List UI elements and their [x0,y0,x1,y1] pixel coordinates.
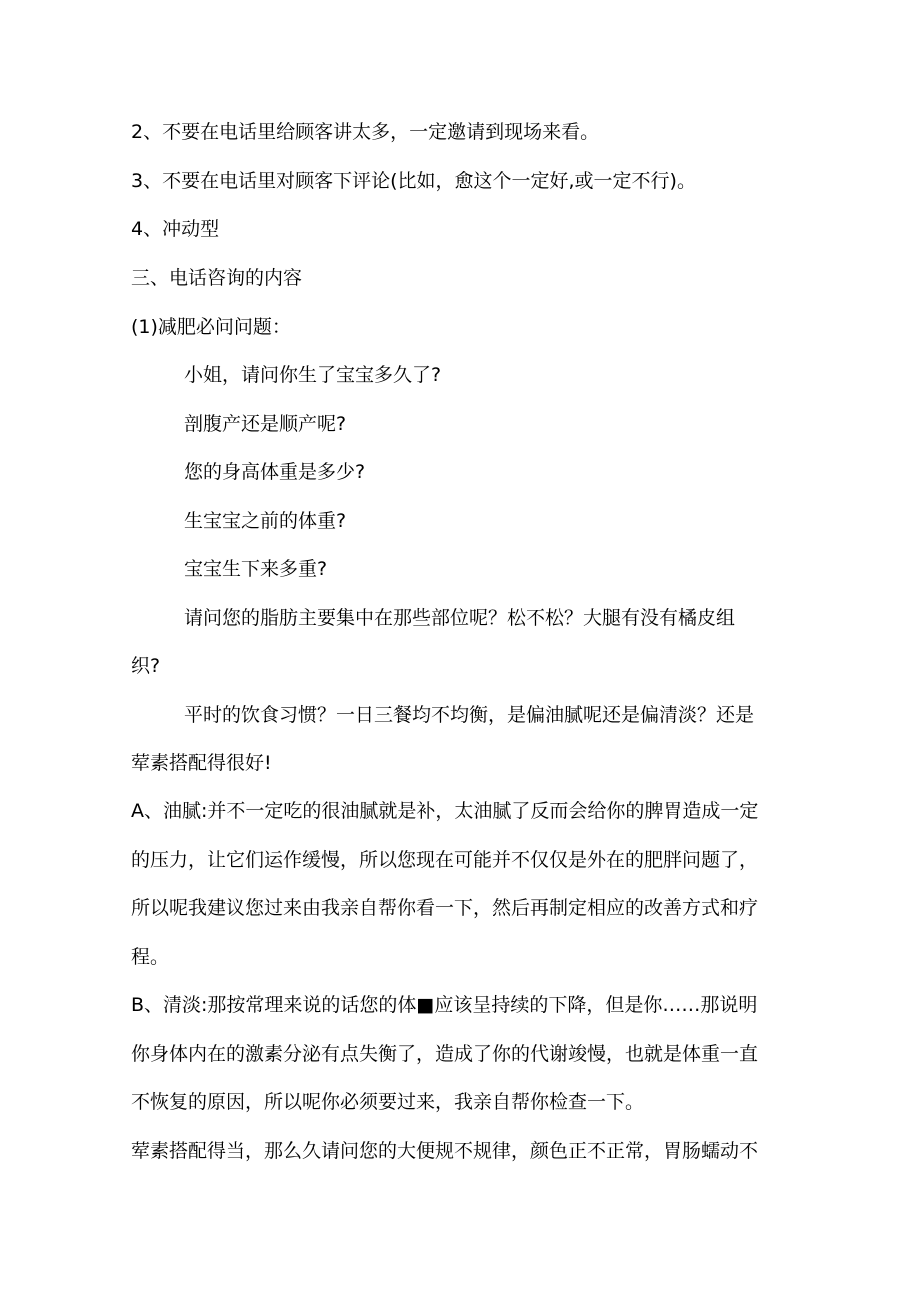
answer-a-line-2: 的压力，让它们运作缓慢，所以您现在可能并不仅仅是外在的肥胖问题了， [131,849,759,871]
question-3: 您的身高体重是多少? [184,461,366,483]
question-6-line-1: 请问您的脂肪主要集中在那些部位呢？松不松？大腿有没有橘皮组 [184,607,736,629]
question-5: 宝宝生下来多重? [184,558,328,580]
item-3: 3、不要在电话里对顾客下评论(比如，愈这个一定好,或一定不行)。 [131,170,696,192]
answer-b-line-3: 不恢复的原因，所以呢你必须要过来，我亲自帮你检查一下。 [131,1091,645,1113]
answer-b-line-1: B、清淡:那按常理来说的话您的体■应该呈持续的下降，但是你……那说明 [131,994,758,1016]
question-6-line-2: 织? [131,655,161,677]
question-7-line-1: 平时的饮食习惯？一日三餐均不均衡，是偏油腻呢还是偏清淡？还是 [184,704,755,726]
answer-a-line-4: 程。 [131,946,170,968]
question-2: 剖腹产还是顺产呢? [184,413,347,435]
subsection-heading: (1)减肥必问问题： [131,316,291,338]
question-7-line-2: 荤素搭配得很好! [131,752,272,774]
answer-a-line-1: A、油腻:并不一定吃的很油腻就是补，太油腻了反而会给你的脾胃造成一定 [131,800,759,822]
answer-b-line-2: 你身体内在的激素分泌有点失衡了，造成了你的代谢竣慢，也就是体重一直 [131,1043,759,1065]
answer-a-line-3: 所以呢我建议您过来由我亲自帮你看一下，然后再制定相应的改善方式和疗 [131,897,759,919]
section-heading: 三、电话咨询的内容 [131,267,303,289]
question-4: 生宝宝之前的体重? [184,510,347,532]
item-2: 2、不要在电话里给顾客讲太多，一定邀请到现场来看。 [131,121,600,143]
answer-c-line-1: 荤素搭配得当，那么久请问您的大便规不规律，颜色正不正常，胃肠蠕动不 [131,1140,759,1162]
question-1: 小姐，请问你生了宝宝多久了? [184,364,442,386]
item-4: 4、冲动型 [131,218,220,240]
